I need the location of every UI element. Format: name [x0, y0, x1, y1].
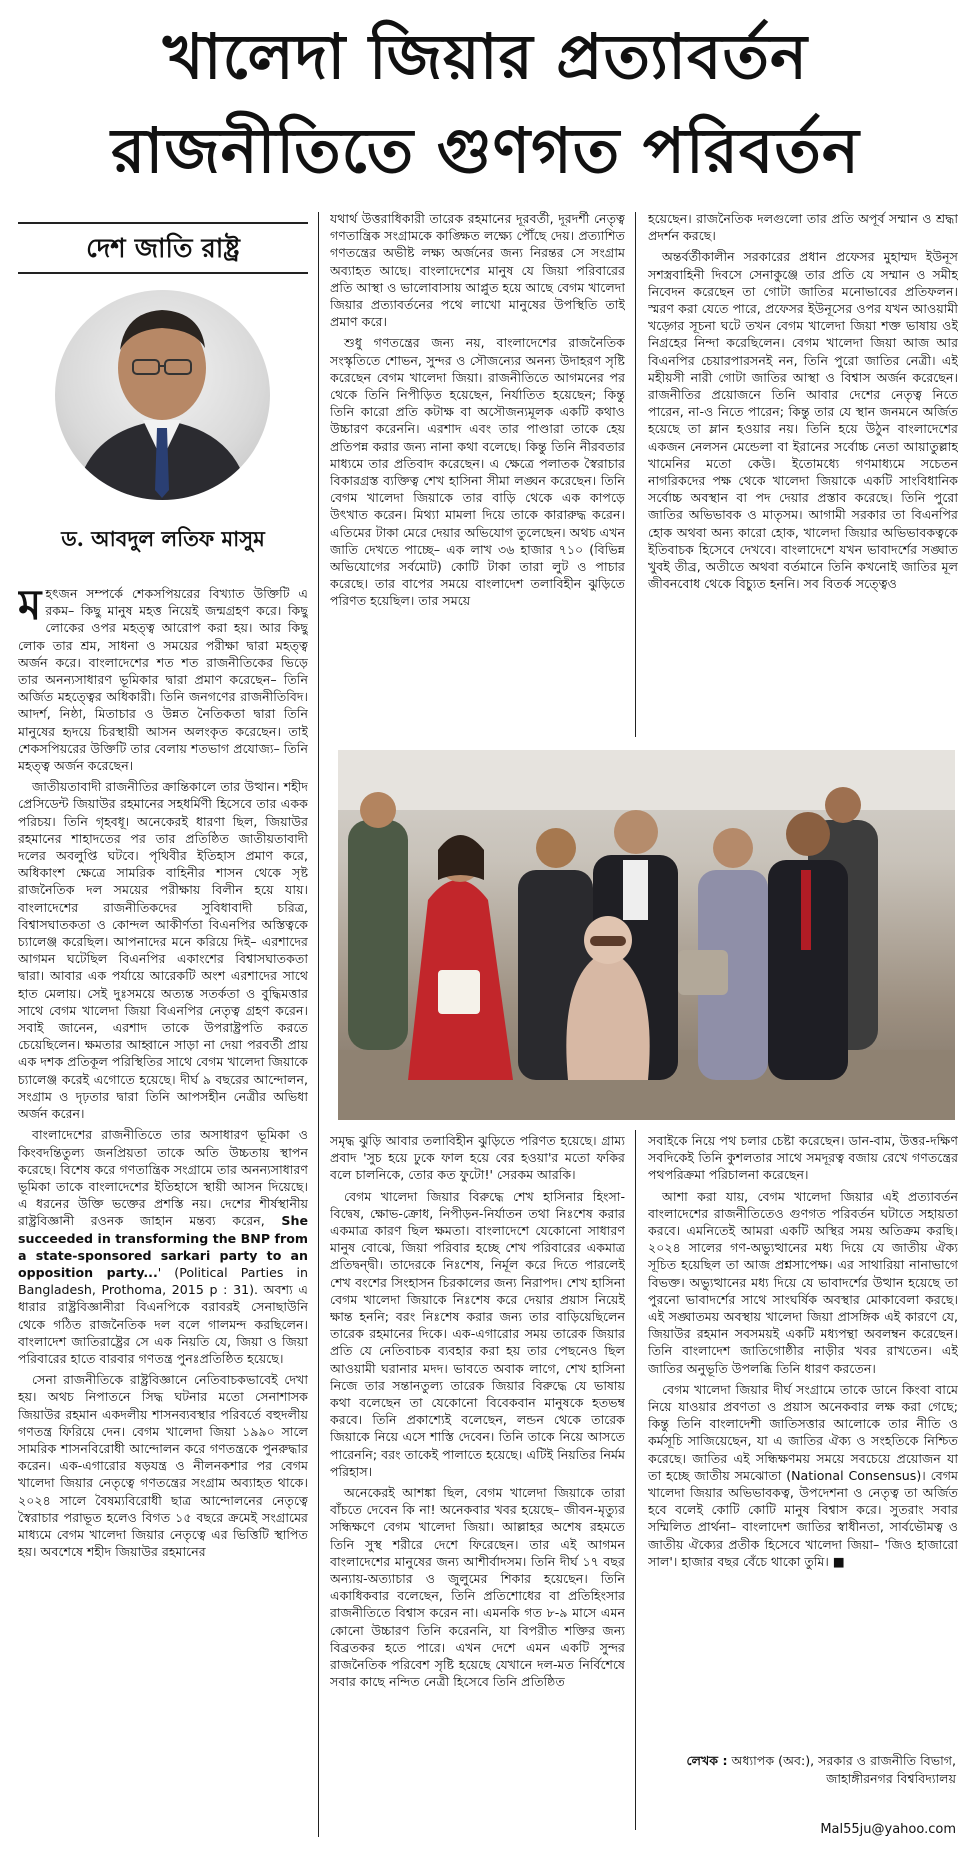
column-title: দেশ জাতি রাষ্ট্র	[86, 234, 240, 264]
article-paragraph: সেনা রাজনীতিকে রাষ্ট্রবিজ্ঞানে নেতিবাচকভাবেই দেখা হয়। অথচ নিপাতনে সিদ্ধ ঘটনার মতো সেনাশাসক জিয়াউর রহমান একদলীয় শাসনব্যবস্থার পরিবর্তে বহুদলীয় গণতন্ত্র ফিরিয়ে দেন। বেগম খালেদা জিয়া ১৯৯০ সালে সামরিক শাসনবিরোধী আন্দোলন করে গণতন্ত্রকে পুনরুদ্ধার করেন। এক-এগারোর ষড়যন্ত্র ও নীলনকশার পর বেগম খালেদা জিয়ার নেতৃত্বে গণতন্ত্রের সংগ্রাম অব্যাহত থাকে। ২০২৪ সালে বৈষম্যবিরোধী ছাত্র আন্দোলনের নেতৃত্বে স্বৈরাচার পরাভূত হলেও বিগত ১৫ বছরে ক্রমেই সংগ্রামের মাধ্যমে বেগম খালেদা জিয়ার নেতৃত্বে এর ভিত্তিটি স্থাপিত হয়। অবশেষে শহীদ জিয়াউর রহমানের	[18, 1372, 308, 1560]
article-column-3-top	[648, 210, 958, 740]
byline	[658, 1752, 956, 1788]
headline	[0, 10, 971, 198]
column-divider-3	[635, 1130, 636, 1830]
article-paragraph: যথার্থ উত্তরাধিকারী তারেক রহমানের দূরবর্তী, দূরদর্শী নেতৃত্ব গণতান্ত্রিক সংগ্রামকে কাঙ্ক্ষিত লক্ষ্যে পৌঁছে দেয়। প্রত্যাশিত গণতন্ত্রের অভীষ্ট লক্ষ্য অর্জনের জন্য নিরন্তর সে সংগ্রাম অব্যাহত আছে। বাংলাদেশের মানুষ যে জিয়া পরিবারের প্রতি আস্থা ও ভালোবাসায় আপ্লুত হয়ে আছে বেগম খালেদা জিয়ার প্রত্যাবর্তনের পথে লাখো মানুষের উপস্থিতি তাই প্রমাণ করে।	[330, 211, 625, 330]
article-paragraph: সবাইকে নিয়ে পথ চলার চেষ্টা করেছেন। ডান-বাম, উত্তর-দক্ষিণ সবদিকেই তিনি কুশলতার সাথে সমদূরত্ব বজায় রেখে গণতন্ত্রের পথপরিক্রমা পরিচালনা করেছেন।	[648, 1133, 958, 1183]
headline-line-2: রাজনীতিতে গুণগত পরিবর্তন	[111, 114, 860, 187]
news-photo	[338, 750, 955, 1120]
byline-label: লেখক :	[686, 1753, 728, 1768]
paragraph-text: বাংলাদেশের রাজনীতিতে তার অসাধারণ ভূমিকা ও কিংবদন্তিতুল্য জনপ্রিয়তা তাকে অতি উচ্চতায় স্থাপন করেছে। বিশেষ করে গণতান্ত্রিক সংগ্রামে তার অনন্যসাধারণ ভূমিকা তাকে বাংলাদেশের ইতিহাসে স্থায়ী আসন দিয়েছে। এ ধরনের উক্তি ভক্তের প্রশস্তি নয়। দেশের শীর্ষস্থানীয় রাষ্ট্রবিজ্ঞানী রওনক জাহান মন্তব্য করেন,	[18, 1127, 308, 1229]
citation-text: ' (Political Parties in Bangladesh, Prothoma, 2015 p : 31).	[18, 1264, 308, 1298]
author-portrait-image	[55, 290, 270, 500]
column-title-bottom-rule	[18, 272, 308, 274]
quote-text: She succeeded in transforming the BNP from a state-sponsored sarkari party to an opposition party...	[18, 1213, 308, 1280]
column-divider-2	[635, 212, 636, 737]
author-name: ড. আবদুল লতিফ মাসুম	[61, 526, 265, 551]
article-column-2-bottom	[330, 1132, 625, 1837]
article-column-1	[18, 585, 308, 1845]
author-email: Mal55ju@yahoo.com	[820, 1822, 956, 1837]
byline-university: জাহাঙ্গীরনগর বিশ্ববিদ্যালয়	[826, 1771, 956, 1786]
article-paragraph	[18, 585, 308, 774]
column-title-top-rule	[18, 222, 308, 224]
article-paragraph: আশা করা যায়, বেগম খালেদা জিয়ার এই প্রত্যাবর্তন বাংলাদেশের রাজনীতিতেও গুণগত পরিবর্তন ঘটাতে সহায়তা করবে। এমনিতেই আমরা একটি অস্থির সময় অতিক্রম করছি। ২০২৪ সালের গণ-অভ্যুত্থানের মধ্য দিয়ে যে জাতীয় ঐক্য সূচিত হয়েছিল তা আজ প্রশ্নসাপেক্ষ। এর সাথারিয়া নানাভাগে বিভক্ত। অভ্যুত্থানের মধ্য দিয়ে যে ভাবাদর্শের উত্থান হয়েছে তা পুরনো ভাবাদর্শের সাথে সাংঘর্ষিক অবস্থার মোকাবেলা করছে। এই সঙ্ঘাতময় অবস্থায় খালেদা জিয়া প্রাসঙ্গিক এই কারণে যে, জিয়াউর রহমান সবসময়ই একটি মধ্যপন্থা অবলম্বন করেছেন। তিনি বাংলাদেশ জাতিগোষ্ঠীর নাড়ীর খবর রাখতেন। এই জাতির অনুভূতি উপলব্ধি তিনি ধারণ করতেন।	[648, 1188, 958, 1376]
column-divider-1	[318, 212, 319, 1837]
article-paragraph: জাতীয়তাবাদী রাজনীতির ক্রান্তিকালে তার উত্থান। শহীদ প্রেসিডেন্ট জিয়াউর রহমানের সহধর্মিণী হিসেবে তার একক পরিচয়। তিনি গৃহবধূ। অনেকেরই ধারণা ছিল, জিয়াউর রহমানের শাহাদতের পর তার প্রতিষ্ঠিত জাতীয়তাবাদী দলের অবলুপ্তি ঘটবে। পৃথিবীর ইতিহাস প্রমাণ করে, অধিকাংশ ক্ষেত্রে সামরিক বাহিনীর শাসন থেকে সৃষ্ট রাজনৈতিক দল সময়ের পরীক্ষায় বিলীন হয়ে যায়। বাংলাদেশের রাজনীতিকদের সুবিধাবাদী চরিত্র, বিশ্বাসঘাতকতা ও কোন্দল আকীর্ণতা বিএনপির অস্তিত্বকে চ্যালেঞ্জ করেছিল। আপনাদের মনে করিয়ে দিই– এরশাদের আগমন ঘটেছিল বিএনপির একাংশের বিশ্বাসঘাতকতা দ্বারা। আবার এক পর্যায়ে আরেকটি অংশ এরশাদের সাথে হাত মেলায়। সেই দুঃসময়ে অত্যন্ত সতর্কতা ও বুদ্ধিমত্তার সাথে বেগম খালেদা জিয়া বিএনপির নেতৃত্ব গ্রহণ করেন। সবাই জানেন, এরশাদ তাকে উপরাষ্ট্রপতি করতে চেয়েছিলেন। ক্ষমতার আহ্বানে সাড়া না দেয়া পরবর্তী প্রায় এক দশক প্রতিকূল পরিস্থিতির সাথে বেগম খালেদা জিয়াকে চ্যালেঞ্জ করেই এগোতে হয়েছে। দীর্ঘ ৯ বছরের আন্দোলন, সংগ্রাম ও দৃঢ়তার দ্বারা তিনি আপসহীন নেত্রীর অভিধা অর্জন করেন।	[18, 779, 308, 1122]
paragraph-text: হৎজন সম্পর্কে শেকসপিয়রের বিখ্যাত উক্তিটি এ রকম– কিছু মানুষ মহত্ত নিয়েই জন্মগ্রহণ করে। কিছু লোকের ওপর মহত্ত্ব আরোপ করা হয়। আর কিছু লোক তার শ্রম, সাধনা ও সময়ের পরীক্ষা দ্বারা মহত্ত্ব অর্জন করে। বাংলাদেশের শত শত রাজনীতিকের ভিড়ে তার অনন্যসাধারণ ভূমিকার দ্বারা প্রমাণ করেছেন– তিনি অর্জিত মহত্ত্বের অধিকারী। তিনি জনগণের রাজনীতিবিদ। আদর্শ, নিষ্ঠা, মিতাচার ও উন্নত নৈতিকতা দ্বারা তিনি মানুষের হৃদয়ে চিরস্থায়ী আসন অলংকৃত করেছেন। তাই শেকসপিয়রের উক্তিটি তার বেলায় শতভাগ প্রযোজ্য– তিনি মহত্ত্ব অর্জন করেছেন।	[18, 586, 308, 774]
article-paragraph: বেগম খালেদা জিয়ার বিরুদ্ধে শেখ হাসিনার হিংসা-বিদ্বেষ, ক্ষোভ-ক্রোধ, নিপীড়ন-নির্যাতন তথা নিঃশেষ করার একমাত্র কারণ ছিল ক্ষমতা। বাংলাদেশে যেকোনো সাধারণ মানুষ বোঝে, জিয়া পরিবার হচ্ছে শেখ পরিবারের একমাত্র প্রতিদ্বন্দ্বী। তাদেরকে নিঃশেষ, নির্মূল করে দিতে পারলেই শেখ বংশের সিংহাসন চিরকালের জন্য নিরাপদ। শেখ হাসিনা বেগম খালেদা জিয়াকে নিঃশেষ করে দেয়ার প্রয়াস নিয়েই ক্ষান্ত হননি; বরং নিঃশেষ করার জন্য তার বাড়িয়েছিলেন তারেক রহমানের দিকে। এক-এগারোর সময় তারেক জিয়ার প্রতি যে নেতিবাচক ব্যবহার করা হয় তার পেছনেও ছিল আওয়ামী ঘরানার মদদ। ভাবতে অবাক লাগে, শেখ হাসিনা নিজে তার সন্তানতুল্য তারেক জিয়ার বিরুদ্ধে যে ভাষায় কথা বলেছেন তা যেকোনো বিবেকবান মানুষকে হতভম্ব করবে। তিনি প্রকাশ্যেই বলেছেন, লন্ডন থেকে তারেক জিয়াকে নিয়ে এসে শাস্তি দেবেন। তিনি তাকে নিয়ে আসতে পারেননি; বরং তাকেই পালাতে হয়েছে। এটিই নিয়তির নির্মম পরিহাস।	[330, 1188, 625, 1479]
article-paragraph: শুধু গণতন্ত্রের জন্য নয়, বাংলাদেশের রাজনৈতিক সংস্কৃতিতে শোভন, সুন্দর ও সৌজন্যের অনন্য উদাহরণ সৃষ্টি করেছেন বেগম খালেদা জিয়া। রাজনীতিতে আগমনের পর থেকে তিনি নিপীড়িত হয়েছেন, নির্যাতিত হয়েছেন; কিন্তু তিনি কারো প্রতি কটাক্ষ বা অসৌজন্যমূলক একটি কথাও উচ্চারণ করেননি। এরশাদ এবং তার পাণ্ডারা তাকে হেয় প্রতিপন্ন করার জন্য নানা কথা বলেছে। কিন্তু তিনি নীরবতার মাধ্যমে তার প্রতিবাদ করেছেন। এ ক্ষেত্রে পলাতক স্বৈরাচার বিকারগ্রস্ত ব্যক্তিত্ব শেখ হাসিনা সীমা লঙ্ঘন করেছেন। তিনি বেগম খালেদা জিয়াকে তার বাড়ি থেকে এক কাপড়ে উৎখাত করেন। মিথ্যা মামলা দিয়ে তাকে কারারুদ্ধ করেন। এতিমের টাকা মেরে দেয়ার অভিযোগ তুলেছেন। অথচ এখন জাতি দেখতে পাচ্ছে– এক লাখ ৩৬ হাজার ৭১০ (বিভিন্ন অভিযোগের সর্বমোট) কোটি টাকা তারা লুট ও পাচার করেছে। তার বাপের সময়ে বাংলাদেশ তলাবিহীন ঝুড়িতে পরিণত হয়েছিল। তার সময়ে	[330, 335, 625, 609]
article-column-3-bottom	[648, 1132, 958, 1747]
dropcap: ম	[18, 585, 42, 629]
article-paragraph	[18, 1126, 308, 1367]
article-paragraph: অনেকেরই আশঙ্কা ছিল, বেগম খালেদা জিয়াকে তারা বাঁচতে দেবেন কি না! অনেকবার খবর হয়েছে– জীবন-মৃত্যুর সন্ধিক্ষণে বেগম খালেদা জিয়া। আল্লাহর অশেষ রহমতে তিনি সুস্থ শরীরে দেশে ফিরেছেন। তার এই আগমন বাংলাদেশের মানুষের জন্য আশীর্বাদসম। তিনি দীর্ঘ ১৭ বছর অন্যায়-অত্যাচার ও জুলুমের শিকার হয়েছেন। তিনি একাধিকবার বলেছেন, তিনি প্রতিশোধের বা প্রতিহিংসার রাজনীতিতে বিশ্বাস করেন না। এমনকি গত ৮-৯ মাসে এমন কোনো উচ্চারণ তিনি করেননি, যা বিপরীত শক্তির জন্য বিব্রতকর হতে পারে। এখন দেশে এমন একটি সুন্দর রাজনৈতিক পরিবেশ সৃষ্টি হয়েছে যেখানে দল-মত নির্বিশেষে সবার কাছে নন্দিত নেত্রী হিসেবে তিনি প্রতিষ্ঠিত	[330, 1485, 625, 1690]
paragraph-text: অবশ্য এ ধারার রাষ্ট্রবিজ্ঞানীরা বিএনপিকে বরাবরই সেনাছাউনি থেকে গঠিত রাজনৈতিক দল বলে গালমন্দ করছিলেন। বাংলাদেশ জাতিরাষ্ট্রের সে এক নিয়তি যে, জিয়া ও জিয়া পরিবারের হাতে বারবার গণতন্ত্র পুনঃপ্রতিষ্ঠিত হয়েছে।	[18, 1282, 308, 1366]
article-paragraph: হয়েছেন। রাজনৈতিক দলগুলো তার প্রতি অপূর্ব সম্মান ও শ্রদ্ধা প্রদর্শন করছে।	[648, 211, 958, 244]
news-photo-scene	[338, 750, 955, 1120]
byline-text: অধ্যাপক (অব:), সরকার ও রাজনীতি বিভাগ,	[731, 1753, 956, 1768]
article-paragraph: বেগম খালেদা জিয়ার দীর্ঘ সংগ্রামে তাকে ডানে কিংবা বামে নিয়ে যাওয়ার প্রবণতা ও প্রয়াস অনেকবার লক্ষ করা গেছে; কিন্তু তিনি বাংলাদেশী জাতিসত্তার আলোকে তার নীতি ও কর্মসূচি সাজিয়েছেন, যা এ জাতির ঐক্য ও সংহতিকে নিশ্চিত করেছে। জাতির এই সন্ধিক্ষণময় সময়ে সবচেয়ে প্রয়োজন যা তা হচ্ছে জাতীয় সমঝোতা (National Consensus)। বেগম খালেদা জিয়ার অভিভাবকত্ব, উপদেশনা ও নেতৃত্ব তা অর্জিত হবে বলেই কোটি কোটি মানুষ বিশ্বাস করে। সুতরাং সবার সম্মিলিত প্রার্থনা– বাংলাদেশ জাতির স্বাধীনতা, সার্বভৌমত্ব ও জাতীয় ঐক্যের প্রতীক হিসেবে খালেদা জিয়া– 'জিও হাজারো সাল'। হাজার বছর বেঁচে থাকো তুমি। ■	[648, 1381, 958, 1569]
article-column-2-top	[330, 210, 625, 740]
author-portrait	[55, 290, 270, 500]
article-paragraph: অন্তর্বর্তীকালীন সরকারের প্রধান প্রফেসর মুহাম্মদ ইউনূস সশস্ত্রবাহিনী দিবসে সেনাকুঞ্জে তার প্রতি যে সম্মান ও সমীহ নিবেদন করেছেন তা গোটা জাতির মনোভাবের প্রতিফলন। স্মরণ করা যেতে পারে, প্রফেসর ইউনূসের ওপর যখন আওয়ামী খড়্গের সূচনা ঘটে তখন বেগম খালেদা জিয়া শক্ত ভাষায় ওই নিগ্রহের নিন্দা করেছিলেন। বেগম খালেদা জিয়া আজ আর বিএনপির চেয়ারপারসনই নন, তিনি পুরো জাতির নেত্রী। এই মহীয়সী নারী গোটা জাতির আস্থা ও বিশ্বাস অর্জন করেছেন। রাজনীতির প্রয়োজনে তিনি আবার দেশের নেতৃত্ব নিতে পারেন, না-ও নিতে পারেন; কিন্তু তার যে স্থান জনমনে অর্জিত হয়েছে তা ম্লান হওয়ার নয়। তিনি হয়ে উঠুন বাংলাদেশের একজন নেলসন মেন্ডেলা বা ইরানের সর্বোচ্চ নেতা আয়াতুল্লাহ খামেনির মতো কেউ। ইতোমধ্যে গণমাধ্যমে সচেতন নাগরিকদের পক্ষ থেকে খালেদা জিয়াকে একটি সাংবিধানিক সর্বোচ্চ অবস্থান বা পদ দেয়ার প্রস্তাব করেছে। তিনি পুরো জাতির অভিভাবক ও মাতৃসম। আগামী সরকার তা বিএনপির হোক অথবা অন্য কারো হোক, খালেদা জিয়ার অভিভাবকত্বকে ইতিবাচক হিসেবে দেখবে। বাংলাদেশে যখন ভাবাদর্শের সঙ্ঘাত খুবই তীব্র, অতীতে অথবা বর্তমানে তিনি কখনোই জাতির মূল জীবনবোধ থেকে বিচ্যুত হননি। সব বিতর্ক সত্ত্বেও	[648, 249, 958, 592]
article-paragraph: সমৃদ্ধ ঝুড়ি আবার তলাবিহীন ঝুড়িতে পরিণত হয়েছে। গ্রাম্য প্রবাদ 'সুচ হয়ে ঢুকে ফাল হয়ে বের হওয়া'র মতো ফকির বলে চালনিকে, তোর কত ফুটো!' সেরকম আরকি।	[330, 1133, 625, 1183]
headline-line-1: খালেদা জিয়ার প্রত্যাবর্তন	[162, 20, 809, 93]
